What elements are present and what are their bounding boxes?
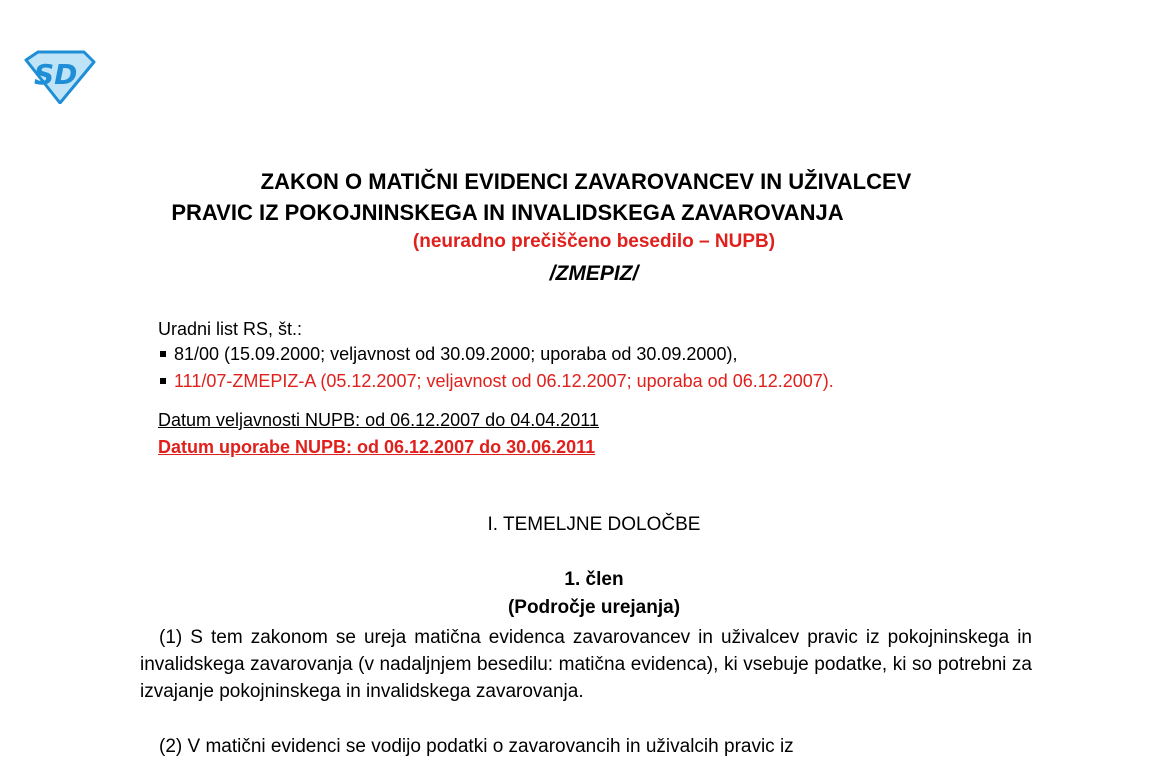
gazette-item-text: 111/07-ZMEPIZ-A (05.12.2007; veljavnost od 06.12.2007; uporaba od 06.12.2007). xyxy=(174,371,834,391)
logo-text: SD xyxy=(34,58,78,91)
bullet-icon xyxy=(160,351,166,357)
validity-date: Datum veljavnosti NUPB: od 06.12.2007 do 04.04.2011 xyxy=(158,410,599,430)
application-date: Datum uporabe NUPB: od 06.12.2007 do 30.06.2011 xyxy=(158,437,596,457)
document-title-line2: PRAVIC IZ POKOJNINSKEGA IN INVALIDSKEGA ZAVAROVANJA xyxy=(171,200,844,225)
law-abbreviation: /ZMEPIZ/ xyxy=(549,262,639,285)
gazette-label: Uradni list RS, št.: xyxy=(158,319,303,339)
document-subtitle: (neuradno prečiščeno besedilo – NUPB) xyxy=(412,231,776,252)
document-title-line1: ZAKON O MATIČNI EVIDENCI ZAVAROVANCEV IN UŽIVALCEV xyxy=(260,169,912,194)
gazette-item-text: 81/00 (15.09.2000; veljavnost od 30.09.2000; uporaba od 30.09.2000), xyxy=(174,344,738,364)
gazette-item xyxy=(160,343,737,365)
article-paragraph-1: (1) S tem zakonom se ureja matična evidenca zavarovancev in uživalcev pravic iz pokojninskega in invalidskega zavarovanja (v nadaljnjem besedilu: matična evidenca), ki vsebuje podatke, ki so potrebni za izvajanje pokojninskega in invalidskega zavarovanja. xyxy=(140,627,1032,702)
sd-logo-icon xyxy=(22,50,96,104)
bullet-icon xyxy=(160,378,166,384)
article-heading: (Področje urejanja) xyxy=(507,597,681,618)
article-number: 1. člen xyxy=(564,569,624,590)
chapter-title: I. TEMELJNE DOLOČBE xyxy=(487,514,701,535)
article-paragraph-2: (2) V matični evidenci se vodijo podatki o zavarovancih in uživalcih pravic iz xyxy=(159,736,794,757)
gazette-item xyxy=(160,370,834,392)
